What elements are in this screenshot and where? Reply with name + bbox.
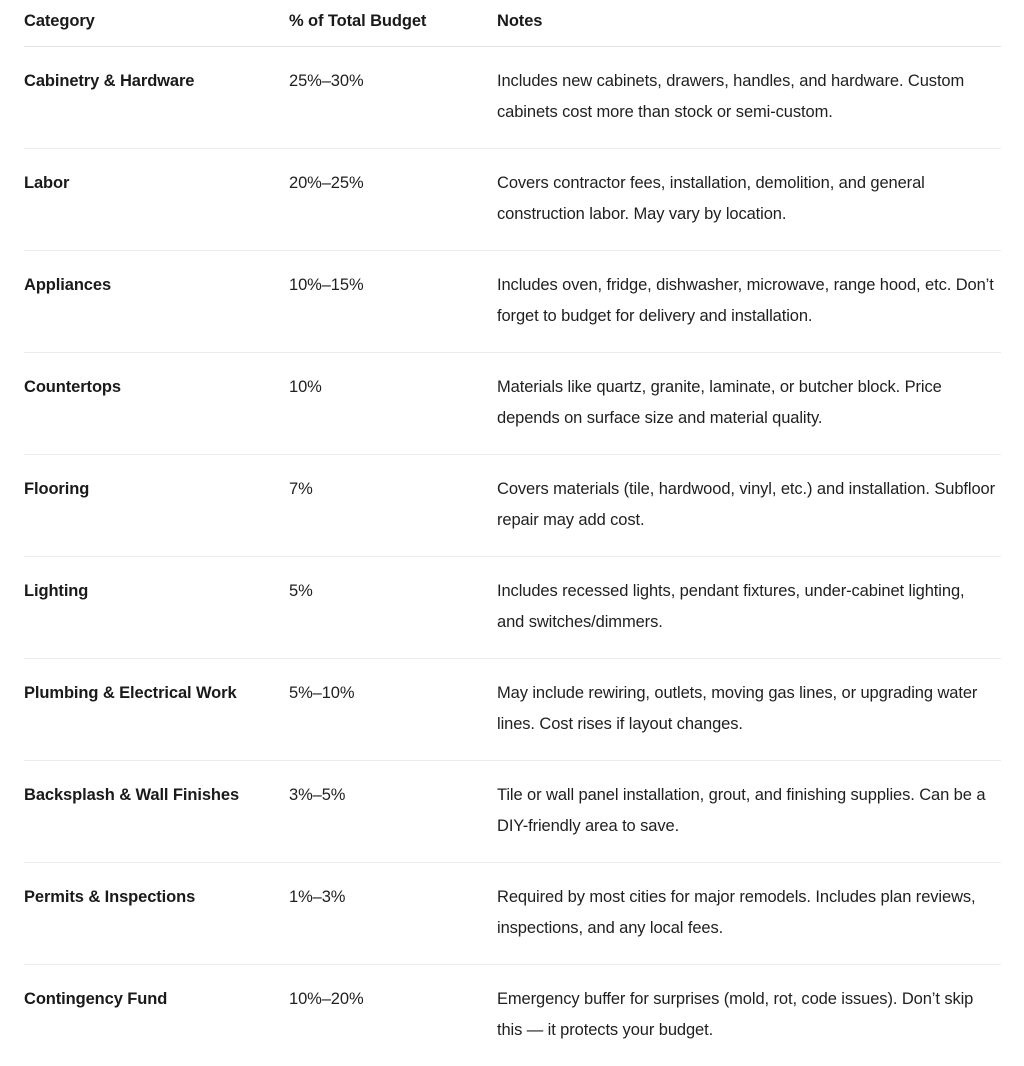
cell-notes: Includes oven, fridge, dishwasher, microwave, range hood, etc. Don’t forget to budget for delivery and installation. [497,251,1001,353]
cell-category: Backsplash & Wall Finishes [24,761,289,863]
cell-category: Plumbing & Electrical Work [24,659,289,761]
cell-category: Contingency Fund [24,965,289,1066]
kitchen-budget-table [24,12,1001,1066]
cell-notes: Covers contractor fees, installation, demolition, and general construction labor. May vary by location. [497,149,1001,251]
table-row [24,47,1001,149]
table-header [24,12,1001,47]
cell-category: Lighting [24,557,289,659]
cell-category: Cabinetry & Hardware [24,47,289,149]
cell-notes: Covers materials (tile, hardwood, vinyl, etc.) and installation. Subfloor repair may add cost. [497,455,1001,557]
table-row [24,659,1001,761]
table-row [24,761,1001,863]
cell-percent-of-budget: 10%–15% [289,251,497,353]
table-row [24,251,1001,353]
cell-category: Appliances [24,251,289,353]
table-header-row [24,12,1001,47]
column-header-notes: Notes [497,12,1001,47]
cell-percent-of-budget: 5% [289,557,497,659]
table-row [24,863,1001,965]
cell-category: Countertops [24,353,289,455]
cell-category: Flooring [24,455,289,557]
cell-percent-of-budget: 7% [289,455,497,557]
cell-percent-of-budget: 20%–25% [289,149,497,251]
cell-notes: Includes new cabinets, drawers, handles, and hardware. Custom cabinets cost more than stock or semi-custom. [497,47,1001,149]
column-header-percent: % of Total Budget [289,12,497,47]
table-row [24,965,1001,1066]
cell-category: Permits & Inspections [24,863,289,965]
table-body [24,47,1001,1066]
cell-category: Labor [24,149,289,251]
cell-notes: Required by most cities for major remodels. Includes plan reviews, inspections, and any local fees. [497,863,1001,965]
cell-percent-of-budget: 10% [289,353,497,455]
table-row [24,455,1001,557]
table-row [24,353,1001,455]
cell-notes: Tile or wall panel installation, grout, and finishing supplies. Can be a DIY-friendly area to save. [497,761,1001,863]
cell-notes: May include rewiring, outlets, moving gas lines, or upgrading water lines. Cost rises if layout changes. [497,659,1001,761]
table-row [24,149,1001,251]
cell-percent-of-budget: 25%–30% [289,47,497,149]
cell-notes: Includes recessed lights, pendant fixtures, under-cabinet lighting, and switches/dimmers. [497,557,1001,659]
column-header-category: Category [24,12,289,47]
cell-percent-of-budget: 10%–20% [289,965,497,1066]
table-row [24,557,1001,659]
cell-percent-of-budget: 3%–5% [289,761,497,863]
cell-percent-of-budget: 5%–10% [289,659,497,761]
cell-notes: Materials like quartz, granite, laminate, or butcher block. Price depends on surface size and material quality. [497,353,1001,455]
cell-notes: Emergency buffer for surprises (mold, rot, code issues). Don’t skip this — it protects your budget. [497,965,1001,1066]
cell-percent-of-budget: 1%–3% [289,863,497,965]
